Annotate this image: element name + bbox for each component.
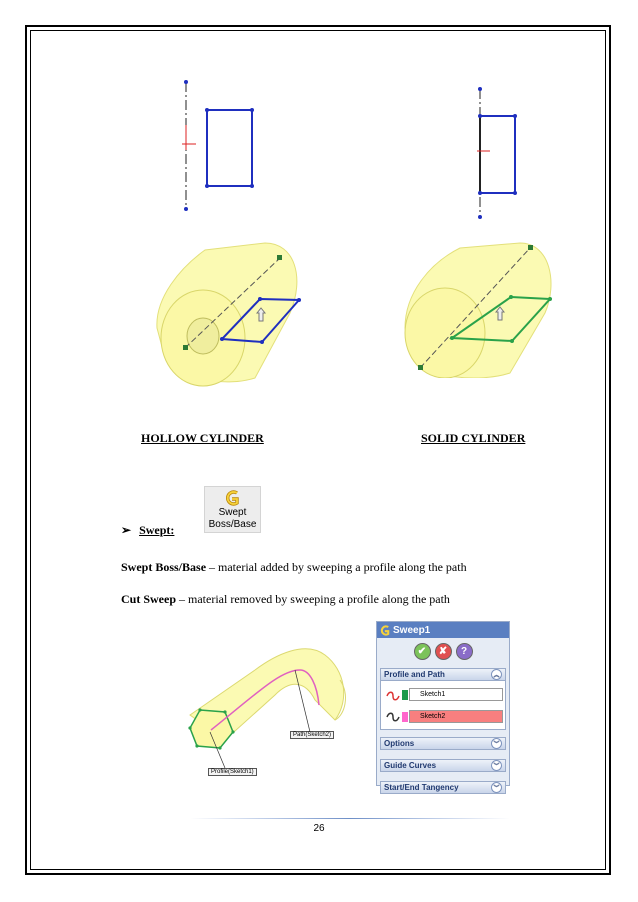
definition-term: Cut Sweep: [121, 592, 177, 606]
hollow-cylinder-model: [145, 238, 305, 388]
sweep-model-figure: [185, 640, 370, 785]
action-buttons: [377, 638, 509, 664]
ok-button[interactable]: ✔: [414, 643, 431, 660]
expand-icon[interactable]: ︾: [491, 738, 502, 749]
path-field-value: Sketch2: [420, 713, 446, 720]
profile-and-path-body: [380, 681, 506, 730]
hollow-sketch-figure: [170, 78, 270, 214]
expand-icon[interactable]: ︾: [491, 782, 502, 793]
section-label: Profile and Path: [384, 670, 445, 679]
definition-term: Swept Boss/Base: [121, 560, 207, 574]
hollow-cylinder-caption: HOLLOW CYLINDER: [141, 431, 264, 445]
swept-boss-icon: [225, 490, 241, 506]
solid-cylinder-model: [400, 238, 560, 378]
swept-button-line1: Swept: [218, 507, 247, 518]
sweep-feature-icon: [380, 625, 391, 636]
profile-callout-label: Profile(Sketch1): [208, 768, 257, 776]
swept-heading: [121, 523, 174, 538]
page-number: 26: [313, 823, 325, 834]
swept-button-line2: Boss/Base: [208, 519, 257, 530]
cancel-button[interactable]: ✘: [435, 643, 452, 660]
profile-color-swatch: [402, 690, 408, 700]
path-selection-icon: [386, 711, 400, 723]
property-manager-title-bar: [377, 622, 509, 638]
section-guide-curves[interactable]: [380, 759, 506, 772]
profile-selection-icon: [386, 690, 400, 702]
swept-boss-base-button[interactable]: [204, 486, 261, 533]
sweep-property-manager: [376, 621, 510, 792]
section-label: Options: [384, 739, 415, 748]
profile-field-value: Sketch1: [420, 691, 446, 698]
definition-cut-sweep: [121, 592, 450, 607]
help-button[interactable]: ?: [456, 643, 473, 660]
definition-text: – material added by sweeping a profile along the path: [206, 560, 467, 574]
property-manager-title: Sweep1: [393, 624, 431, 636]
bullet-arrow-icon: ➢: [121, 523, 132, 537]
path-callout-label: Path(Sketch2): [290, 731, 334, 739]
solid-sketch-figure: [465, 86, 525, 222]
expand-icon[interactable]: ︾: [491, 760, 502, 771]
swept-heading-text: Swept:: [139, 523, 175, 537]
section-profile-and-path[interactable]: [380, 668, 506, 681]
path-color-swatch: [402, 712, 408, 722]
section-start-end-tangency[interactable]: [380, 781, 506, 794]
collapse-icon[interactable]: ︽: [491, 669, 502, 680]
definition-text: – material removed by sweeping a profile along the path: [176, 592, 450, 606]
section-label: Guide Curves: [384, 761, 437, 770]
section-label: Start/End Tangency: [384, 783, 459, 792]
solid-cylinder-caption: SOLID CYLINDER: [421, 431, 526, 445]
section-options[interactable]: [380, 737, 506, 750]
path-selection-field[interactable]: [409, 710, 503, 723]
footer-divider: [190, 818, 510, 819]
profile-selection-field[interactable]: [409, 688, 503, 701]
definition-swept-boss: [121, 560, 467, 575]
